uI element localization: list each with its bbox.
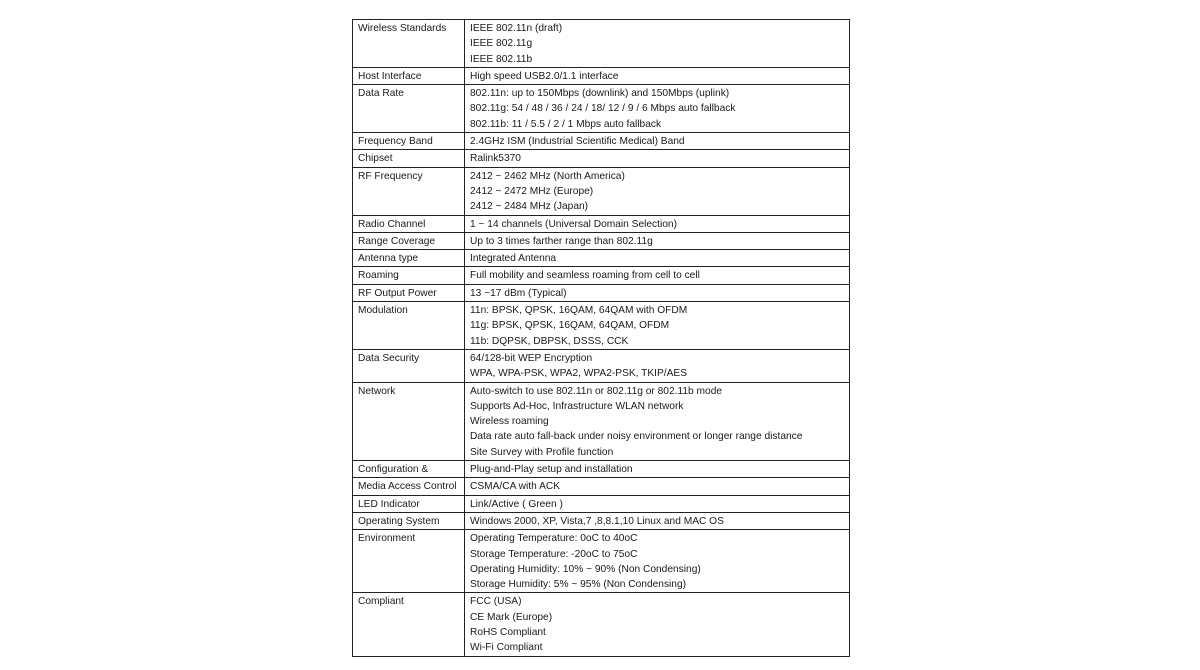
spec-label-text: Antenna type	[358, 253, 419, 265]
spec-value	[465, 284, 850, 301]
spec-value-line: 802.11g: 54 / 48 / 36 / 24 / 18/ 12 / 9 / 6 Mbps auto fallback	[470, 103, 736, 115]
spec-value	[465, 85, 850, 133]
spec-value	[465, 20, 850, 68]
spec-value-line: Ralink5370	[470, 153, 521, 165]
spec-label	[353, 150, 465, 167]
spec-value-line: 802.11b: 11 / 5.5 / 2 / 1 Mbps auto fallback	[470, 118, 662, 130]
spec-label-text: Frequency Band	[358, 136, 433, 148]
spec-label	[353, 284, 465, 301]
spec-row	[353, 461, 850, 478]
spec-value-line: Supports Ad-Hoc, Infrastructure WLAN network	[470, 400, 684, 412]
spec-label	[353, 215, 465, 232]
spec-value-line: 64/128-bit WEP Encryption	[470, 352, 593, 364]
spec-value-line: Link/Active ( Green )	[470, 498, 563, 510]
spec-label-text: Configuration &	[358, 464, 429, 476]
spec-value	[465, 167, 850, 215]
spec-value-line: 11g: BPSK, QPSK, 16QAM, 64QAM, OFDM	[470, 320, 670, 332]
spec-value-line: Up to 3 times farther range than 802.11g	[470, 235, 653, 247]
spec-row	[353, 267, 850, 284]
spec-value	[465, 250, 850, 267]
spec-row	[353, 133, 850, 150]
spec-value-line: Integrated Antenna	[470, 253, 557, 265]
spec-value	[465, 382, 850, 460]
spec-value	[465, 150, 850, 167]
spec-label	[353, 250, 465, 267]
spec-row	[353, 478, 850, 495]
spec-label-text: LED Indicator	[358, 498, 420, 510]
spec-row	[353, 512, 850, 529]
spec-row	[353, 85, 850, 133]
spec-label	[353, 167, 465, 215]
spec-label	[353, 530, 465, 593]
spec-value-line: Full mobility and seamless roaming from cell to cell	[470, 270, 700, 282]
spec-value-line: Operating Temperature: 0oC to 40oC	[470, 533, 638, 545]
spec-value-line: Wi-Fi Compliant	[470, 642, 543, 654]
spec-label	[353, 512, 465, 529]
spec-value	[465, 215, 850, 232]
spec-label	[353, 267, 465, 284]
spec-label-text: RF Frequency	[358, 170, 423, 182]
spec-value-line: RoHS Compliant	[470, 626, 546, 638]
spec-row	[353, 382, 850, 460]
spec-table	[352, 19, 850, 657]
spec-table-body	[353, 20, 850, 657]
spec-label-text: Radio Channel	[358, 218, 426, 230]
spec-label	[353, 461, 465, 478]
spec-value	[465, 512, 850, 529]
spec-label-text: RF Output Power	[358, 287, 437, 299]
spec-row	[353, 215, 850, 232]
spec-label-text: Operating System	[358, 515, 440, 527]
spec-label-text: Environment	[358, 533, 416, 545]
spec-row	[353, 232, 850, 249]
spec-label	[353, 593, 465, 656]
spec-value-line: 2.4GHz ISM (Industrial Scientific Medical) Band	[470, 136, 685, 148]
spec-value-line: Auto-switch to use 802.11n or 802.11g or 802.11b mode	[470, 385, 723, 397]
spec-row	[353, 593, 850, 656]
spec-value-line: Plug-and-Play setup and installation	[470, 464, 633, 476]
spec-row	[353, 284, 850, 301]
spec-value	[465, 349, 850, 382]
spec-value-line: 1 ~ 14 channels (Universal Domain Selection)	[470, 218, 677, 230]
spec-label	[353, 478, 465, 495]
spec-row	[353, 302, 850, 350]
spec-value-line: 802.11n: up to 150Mbps (downlink) and 150Mbps (uplink)	[470, 88, 730, 100]
spec-row	[353, 349, 850, 382]
spec-value-line: 11b: DQPSK, DBPSK, DSSS, CCK	[470, 335, 629, 347]
spec-value-line: Windows 2000, XP, Vista,7 ,8,8.1,10 Linux and MAC OS	[470, 515, 724, 527]
spec-value-line: WPA, WPA-PSK, WPA2, WPA2-PSK, TKIP/AES	[470, 368, 687, 380]
spec-label-text: Chipset	[358, 153, 393, 165]
spec-label	[353, 232, 465, 249]
spec-label-text: Roaming	[358, 270, 399, 282]
spec-value	[465, 232, 850, 249]
spec-value-line: CSMA/CA with ACK	[470, 481, 561, 493]
spec-label-text: Range Coverage	[358, 235, 436, 247]
spec-value-line: Data rate auto fall-back under noisy environment or longer range distance	[470, 431, 803, 443]
spec-value	[465, 478, 850, 495]
spec-value-line: 2412 ~ 2472 MHz (Europe)	[470, 185, 594, 197]
spec-value	[465, 461, 850, 478]
spec-label-text: Media Access Control	[358, 481, 457, 493]
spec-value-line: 11n: BPSK, QPSK, 16QAM, 64QAM with OFDM	[470, 305, 688, 317]
spec-value	[465, 267, 850, 284]
spec-value	[465, 495, 850, 512]
spec-value-line: High speed USB2.0/1.1 interface	[470, 70, 619, 82]
spec-value-line: Site Survey with Profile function	[470, 446, 614, 458]
spec-label-text: Network	[358, 385, 396, 397]
spec-value-line: Storage Temperature: -20oC to 75oC	[470, 548, 638, 560]
spec-label-text: Modulation	[358, 305, 408, 317]
spec-value-line: Wireless roaming	[470, 416, 549, 428]
spec-label-text: Compliant	[358, 596, 404, 608]
spec-value-line: 2412 ~ 2484 MHz (Japan)	[470, 201, 589, 213]
spec-row	[353, 530, 850, 593]
spec-row	[353, 67, 850, 84]
spec-label	[353, 67, 465, 84]
spec-label	[353, 495, 465, 512]
spec-value	[465, 302, 850, 350]
spec-label-text: Host Interface	[358, 70, 422, 82]
spec-value	[465, 133, 850, 150]
spec-value-line: IEEE 802.11g	[470, 38, 533, 50]
spec-label	[353, 349, 465, 382]
spec-label-text: Wireless Standards	[358, 23, 447, 34]
spec-label-text: Data Security	[358, 352, 420, 364]
spec-value	[465, 530, 850, 593]
spec-value-line: Storage Humidity: 5% ~ 95% (Non Condensing)	[470, 579, 687, 591]
spec-label-text: Data Rate	[358, 88, 404, 100]
spec-value-line: IEEE 802.11n (draft)	[470, 23, 563, 34]
spec-label	[353, 20, 465, 68]
spec-label	[353, 302, 465, 350]
spec-value-line: IEEE 802.11b	[470, 53, 533, 65]
spec-value-line: Operating Humidity: 10% ~ 90% (Non Condensing)	[470, 563, 701, 575]
spec-value	[465, 67, 850, 84]
spec-value-line: 2412 ~ 2462 MHz (North America)	[470, 170, 625, 182]
spec-value-line: CE Mark (Europe)	[470, 611, 553, 623]
spec-label	[353, 133, 465, 150]
spec-row	[353, 167, 850, 215]
spec-label	[353, 382, 465, 460]
spec-label	[353, 85, 465, 133]
spec-row	[353, 20, 850, 68]
spec-row	[353, 250, 850, 267]
spec-value-line: 13 ~17 dBm (Typical)	[470, 287, 567, 299]
spec-value-line: FCC (USA)	[470, 596, 522, 608]
spec-row	[353, 495, 850, 512]
spec-value	[465, 593, 850, 656]
spec-row	[353, 150, 850, 167]
